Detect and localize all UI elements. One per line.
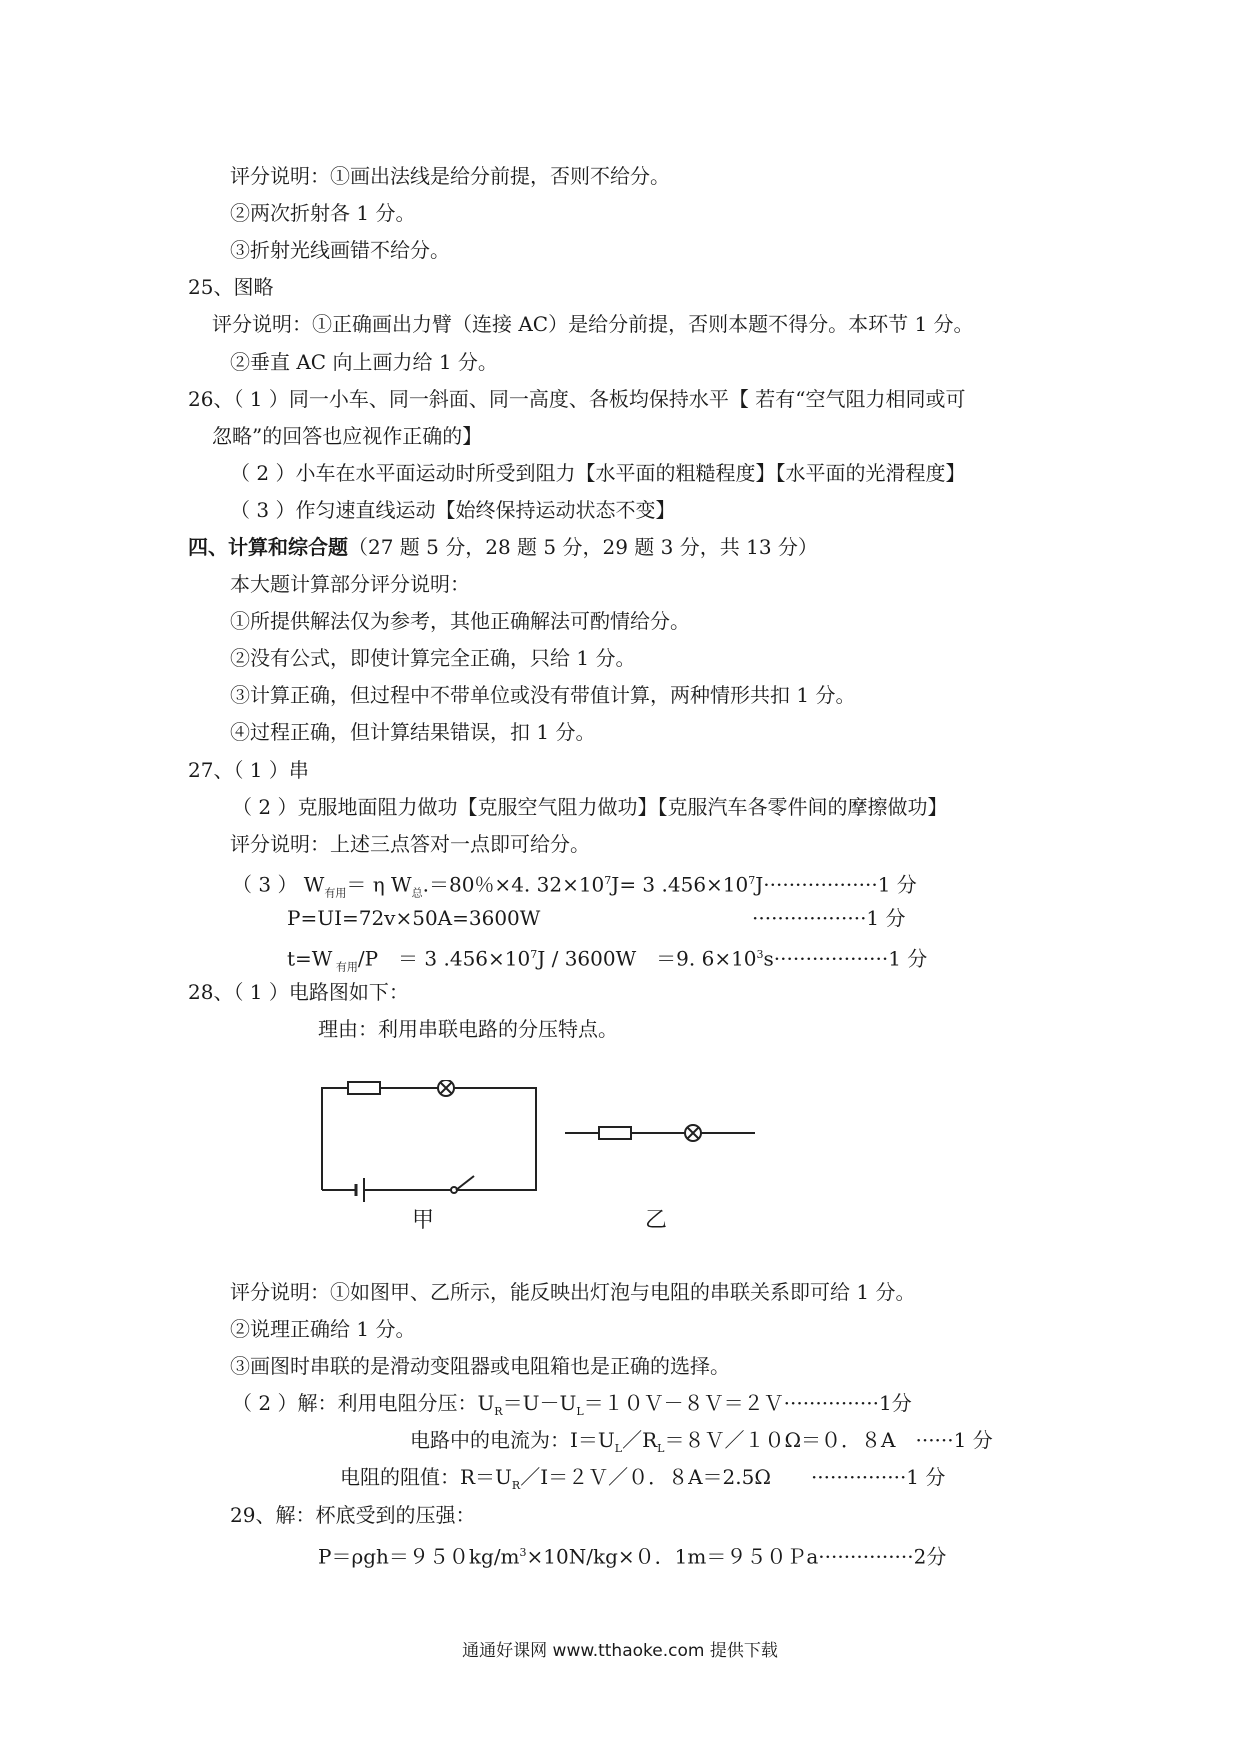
formula-sub: R <box>511 1479 521 1492</box>
score-dots: ··················1 分 <box>752 906 906 930</box>
formula-line <box>410 1427 993 1462</box>
formula-part: /P ＝ 3 .456×10 <box>357 946 531 971</box>
page-footer: 通通好课网 www.tthaoke.com 提供下载 <box>462 1641 778 1661</box>
formula-sup: 7 <box>604 874 612 887</box>
text-line: ①所提供解法仅为参考，其他正确解法可酌情给分。 <box>230 609 690 633</box>
text-line: （ 2 ）小车在水平面运动时所受到阻力【水平面的粗糙程度】【水平面的光滑程度】 <box>230 461 966 485</box>
formula-sub: 有用 <box>324 886 347 900</box>
formula-part: J / 3600W ＝9. 6×10 <box>537 946 757 971</box>
text-line: 评分说明：①正确画出力臂（连接 AC）是给分前提，否则本题不得分。本环节 1 分。 <box>212 312 974 336</box>
formula-sub: 总 <box>411 886 423 900</box>
formula-part: 电阻的阻值：R＝U <box>340 1465 512 1489</box>
resistor-icon <box>348 1082 380 1094</box>
formula-part: ／I＝２Ｖ／０．８A＝2.5Ω ···············1 分 <box>520 1465 946 1489</box>
formula-sup: 3 <box>756 948 764 961</box>
formula-part: 电路中的电流为：I＝U <box>410 1428 615 1452</box>
question-27: 27、（ 1 ）串 <box>188 758 309 782</box>
formula-sub: R <box>494 1405 503 1418</box>
section-title <box>188 534 818 560</box>
switch-icon <box>456 1176 474 1190</box>
formula-part: t=W <box>287 946 333 971</box>
text-line: ③折射光线画错不给分。 <box>230 238 450 262</box>
formula-line: P=UI=72v×50A=3600W <box>287 906 541 930</box>
formula-part: ／R <box>622 1428 658 1452</box>
formula-part: （ 2 ）解：利用电阻分压：U <box>232 1391 495 1415</box>
formula-sup: 7 <box>530 948 538 961</box>
text-line: ②两次折射各 1 分。 <box>230 201 416 225</box>
formula-part: P＝ρgh＝９５０kg/m <box>318 1544 520 1569</box>
text-line: 理由：利用串联电路的分压特点。 <box>318 1017 618 1041</box>
formula-part: ＝ η W <box>346 872 412 897</box>
formula-part: J··················1 分 <box>755 872 917 897</box>
caption-b: 乙 <box>645 1208 668 1233</box>
text-line: （ 3 ）作匀速直线运动【始终保持运动状态不变】 <box>230 498 676 522</box>
formula-line <box>318 1540 946 1570</box>
formula-sub: L <box>657 1442 665 1455</box>
formula-sub: L <box>614 1442 623 1455</box>
text-line: （ 2 ）克服地面阻力做功【克服空气阻力做功】【克服汽车各零件间的摩擦做功】 <box>232 795 948 819</box>
formula-part: ×10N/kg×０．1m＝９５０Ｐa···············2分 <box>526 1544 947 1569</box>
resistor-icon <box>599 1127 631 1139</box>
formula-part: ＝U－U <box>502 1391 577 1415</box>
formula-part: ＝１０Ｖ－８Ｖ＝２Ｖ···············1分 <box>583 1391 912 1415</box>
text-line: 评分说明：上述三点答对一点即可给分。 <box>230 832 590 856</box>
formula-sub: 有用 <box>332 960 358 974</box>
formula-sup: 7 <box>748 874 756 887</box>
formula-line <box>232 868 917 907</box>
formula-line <box>232 1390 912 1425</box>
question-26: 26、（ 1 ）同一小车、同一斜面、同一高度、各板均保持水平【 若有“空气阻力相同或可 <box>188 387 966 411</box>
formula-part: .＝80％×4. 32×10 <box>422 872 605 897</box>
circuit-diagram-a <box>318 1080 548 1210</box>
question-29: 29、解：杯底受到的压强： <box>230 1503 476 1527</box>
question-25: 25、图略 <box>188 275 274 299</box>
text-line: ②说理正确给 1 分。 <box>230 1317 416 1341</box>
formula-line <box>340 1464 945 1499</box>
text-line: 评分说明：①如图甲、乙所示，能反映出灯泡与电阻的串联关系即可给 1 分。 <box>230 1280 916 1304</box>
section-title-rest: （27 题 5 分，28 题 5 分，29 题 3 分，共 13 分） <box>348 535 818 559</box>
text-line: ②没有公式，即使计算完全正确，只给 1 分。 <box>230 646 636 670</box>
text-line: ③计算正确，但过程中不带单位或没有带值计算，两种情形共扣 1 分。 <box>230 683 856 707</box>
text-line: ④过程正确，但计算结果错误，扣 1 分。 <box>230 720 596 744</box>
formula-sup: 3 <box>519 1546 527 1559</box>
formula-part: s··················1 分 <box>763 946 928 971</box>
text-line: 本大题计算部分评分说明： <box>230 572 470 596</box>
caption-a: 甲 <box>412 1208 435 1233</box>
question-28: 28、（ 1 ）电路图如下： <box>188 980 409 1004</box>
formula-part: （ 3 ） W <box>232 872 325 897</box>
text-line: ②垂直 AC 向上画力给 1 分。 <box>230 350 498 374</box>
formula-line <box>287 942 927 981</box>
formula-part: J= 3 .456×10 <box>611 872 749 897</box>
circuit-diagram-b <box>565 1118 765 1148</box>
section-title-bold: 四、计算和综合题 <box>188 535 348 559</box>
text-line: 评分说明：①画出法线是给分前提，否则不给分。 <box>230 164 670 188</box>
text-line: ③画图时串联的是滑动变阻器或电阻箱也是正确的选择。 <box>230 1354 730 1378</box>
formula-part: ＝８Ｖ／１０Ω＝０．８A ······1 分 <box>664 1428 993 1452</box>
formula-sub: L <box>576 1405 584 1418</box>
text-line: 忽略”的回答也应视作正确的】 <box>212 424 483 448</box>
